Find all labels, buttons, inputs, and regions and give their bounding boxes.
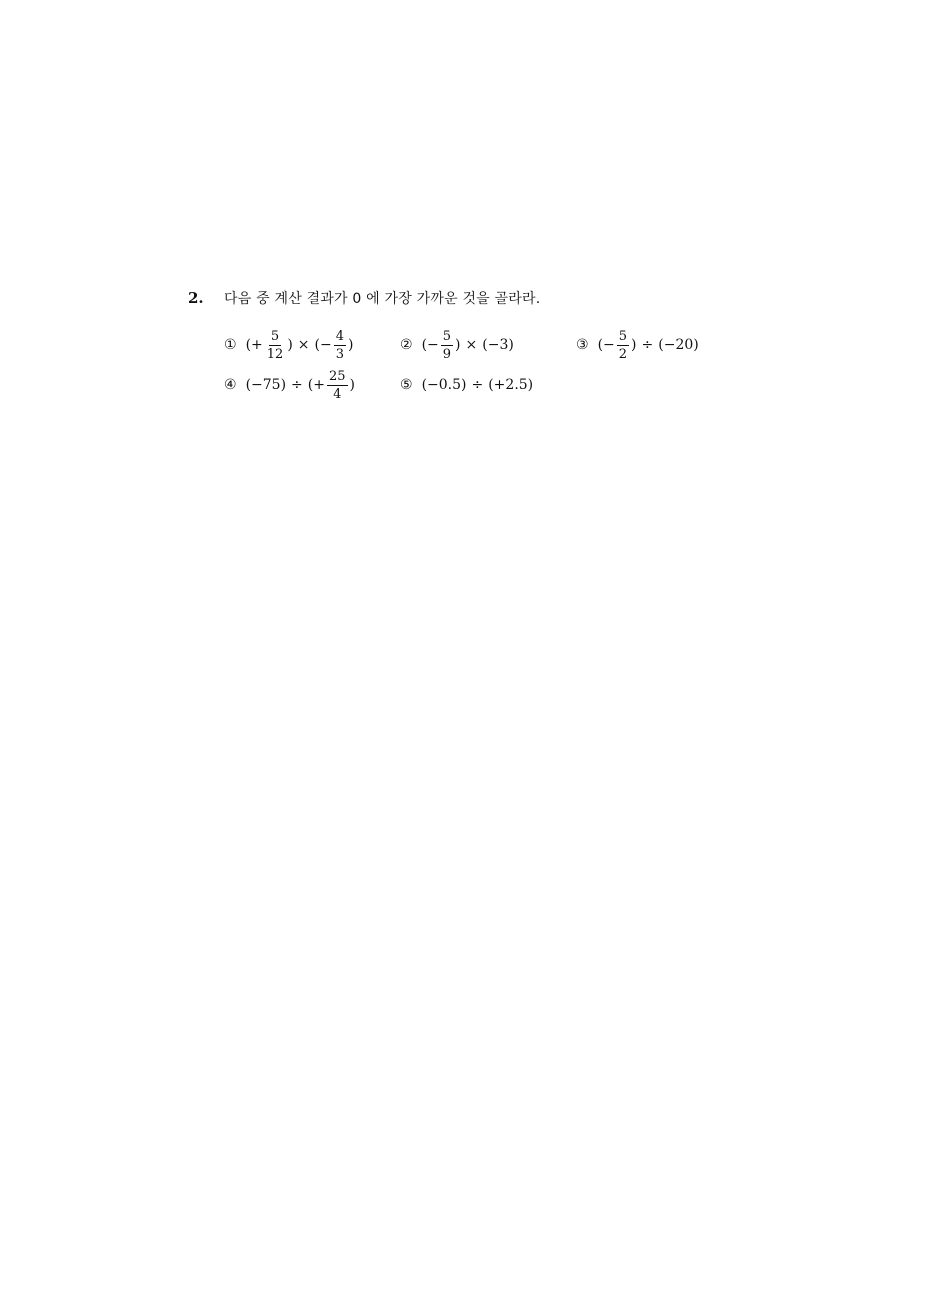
operator: ÷	[471, 377, 484, 393]
choice-5[interactable]	[400, 367, 534, 403]
choice-marker: ③	[576, 337, 589, 353]
operator: ×	[465, 337, 478, 353]
denominator: 9	[442, 346, 452, 362]
fraction	[617, 329, 629, 362]
choice-expression	[245, 329, 355, 362]
close-paren: )	[349, 377, 355, 393]
denominator: 4	[333, 386, 342, 402]
fraction	[265, 329, 286, 362]
open-paren: (−	[421, 337, 439, 353]
choice-1[interactable]	[224, 327, 354, 363]
choice-marker: ②	[400, 337, 413, 353]
numerator: 5	[618, 328, 628, 344]
operator: ÷	[291, 377, 303, 393]
problem-2	[188, 287, 748, 402]
term: (−75)	[245, 377, 287, 393]
fraction	[327, 369, 348, 402]
numerator: 4	[335, 328, 344, 344]
close-paren: )	[631, 337, 637, 353]
choice-expression	[245, 369, 356, 402]
question-text: 다음 중 계산 결과가 0 에 가장 가까운 것을 골라라.	[224, 291, 541, 307]
open-paren: (+	[245, 337, 263, 353]
choice-marker: ⑤	[400, 377, 413, 393]
open-paren: (+	[307, 377, 325, 393]
operator: ×	[297, 337, 310, 353]
denominator: 3	[335, 346, 344, 362]
term: (+2.5)	[488, 377, 534, 393]
operator: ÷	[641, 337, 654, 353]
denominator: 12	[266, 346, 284, 362]
close-paren: )	[287, 337, 293, 353]
numerator: 5	[442, 328, 452, 344]
choice-4[interactable]	[224, 367, 356, 403]
numerator: 5	[270, 328, 280, 344]
choice-expression	[597, 329, 700, 362]
fraction	[441, 329, 453, 362]
fraction	[334, 329, 346, 362]
close-paren: )	[348, 337, 354, 353]
term: (−3)	[482, 337, 514, 353]
question-number: 2.	[188, 289, 204, 307]
choice-marker: ①	[224, 337, 237, 353]
denominator: 2	[618, 346, 628, 362]
open-paren: (−	[314, 337, 332, 353]
numerator: 25	[328, 368, 346, 384]
choice-expression	[421, 377, 535, 393]
choice-marker: ④	[224, 377, 237, 393]
question-row	[188, 287, 748, 310]
choice-expression	[421, 329, 515, 362]
choice-2[interactable]	[400, 327, 515, 363]
open-paren: (−	[597, 337, 615, 353]
close-paren: )	[455, 337, 461, 353]
term: (−20)	[658, 337, 699, 353]
term: (−0.5)	[421, 377, 467, 393]
choice-3[interactable]	[576, 327, 700, 363]
